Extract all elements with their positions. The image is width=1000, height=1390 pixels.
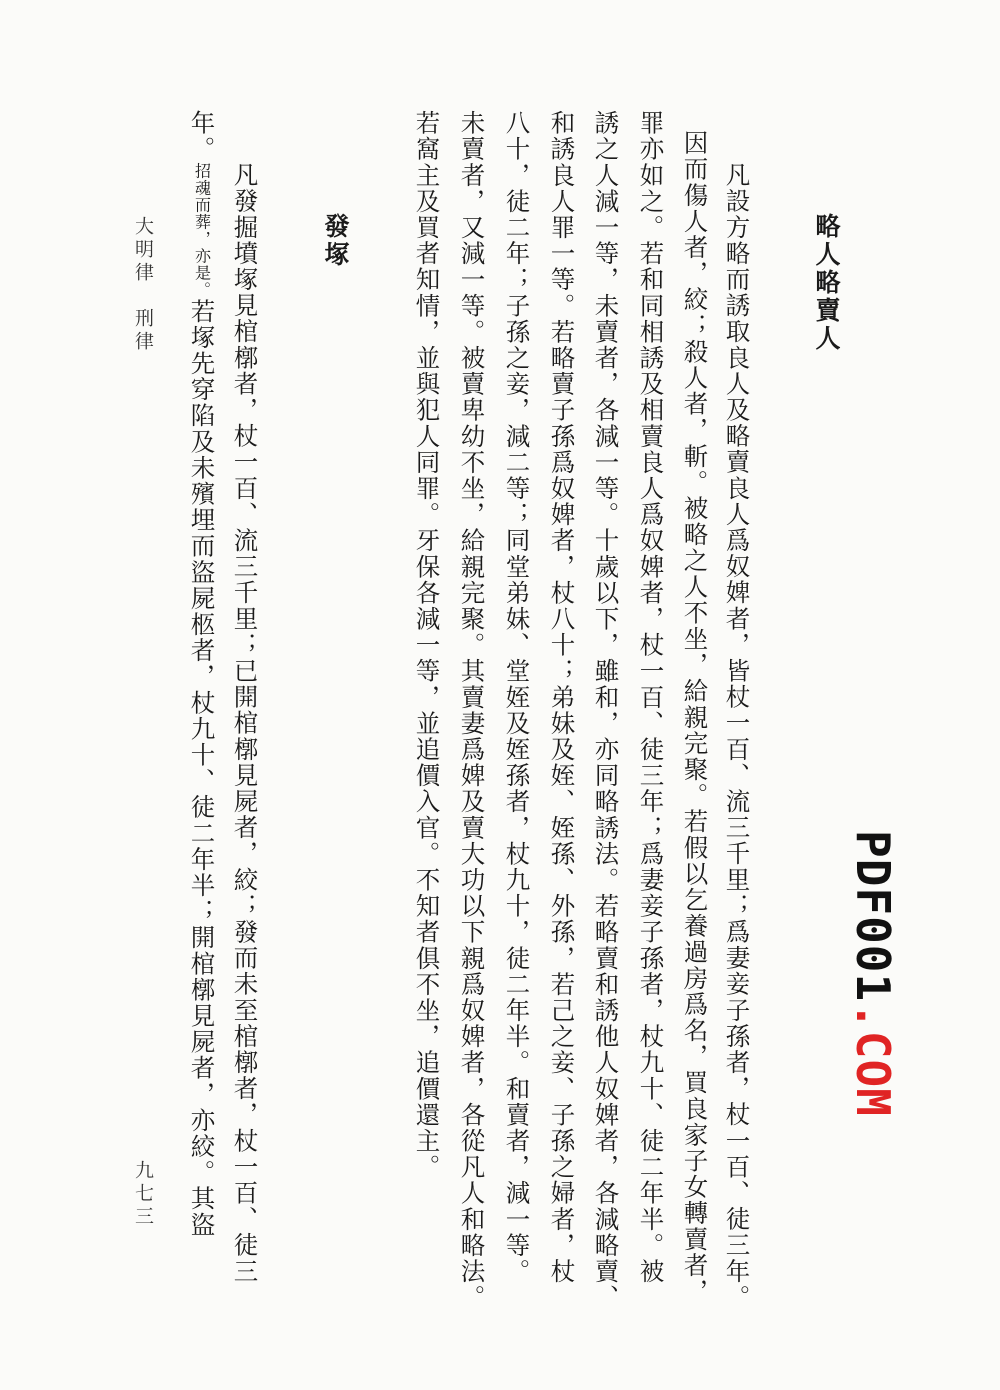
text-column-7: 未賣者，又減一等。被賣卑幼不坐，給親完聚。其賣妻爲婢及賣大功以下親爲奴婢者，各從凡人和略法。 — [457, 110, 487, 1311]
running-footer-title: 大明律 刑律 — [132, 216, 154, 354]
section-title-lueren: 略人略賣人 — [812, 213, 841, 353]
text-column-4: 誘之人減一等，未賣者，各減一等。十歲以下，雖和，亦同略誘法。若略賣和誘他人奴婢者，各減略賣、 — [591, 110, 621, 1311]
watermark-logo — [846, 830, 900, 1117]
annotation-note: 招魂而葬，亦是。 — [192, 162, 212, 299]
watermark-text-main: PDF001 — [846, 830, 900, 1003]
text-column-9: 凡發掘墳塚見棺槨者，杖一百、流三千里；已開棺槨見屍者，絞；發而未至棺槨者，杖一百、徒三 — [230, 162, 260, 1285]
page-number: 九七三 — [132, 1160, 154, 1229]
text-column-5: 和誘良人罪一等。若略賣子孫爲奴婢者，杖八十；弟妹及姪、姪孫、外孫，若己之妾、子孫之婦者，杖 — [547, 110, 577, 1285]
text-column-1: 凡設方略而誘取良人及略賣良人爲奴婢者，皆杖一百、流三千里；爲妻妾子孫者，杖一百、徒三年。 — [722, 162, 752, 1311]
section-title-fazhong: 發塚 — [321, 213, 350, 269]
text-column-10-start: 年。 — [187, 110, 217, 163]
text-column-10-rest: 若塚先穿陷及未殯埋而盜屍柩者，杖九十、徒二年半；開棺槨見屍者，亦絞。其盜 — [187, 298, 217, 1238]
watermark-text-domain: .COM — [846, 1002, 900, 1117]
text-column-2: 因而傷人者，絞；殺人者，斬。被略之人不坐，給親完聚。若假以乞養過房爲名，買良家子女轉賣者， — [680, 130, 710, 1305]
text-column-6: 八十，徒二年；子孫之妾，減二等；同堂弟妹、堂姪及姪孫者，杖九十，徒二年半。和賣者，減一等。 — [502, 110, 532, 1285]
text-column-8: 若窩主及買者知情，並與犯人同罪。牙保各減一等，並追價入官。不知者俱不坐，追價還主。 — [412, 110, 442, 1181]
text-column-10 — [187, 110, 217, 1297]
text-column-3: 罪亦如之。若和同相誘及相賣良人爲奴婢者，杖一百、徒三年；爲妻妾子孫者，杖九十、徒二年半。被 — [636, 110, 666, 1285]
